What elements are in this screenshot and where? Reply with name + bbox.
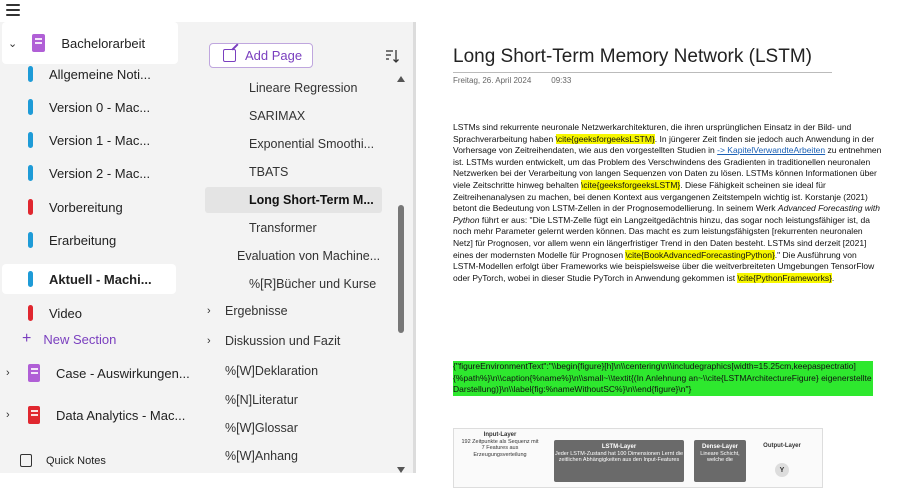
- section-label: Version 0 - Mac...: [49, 99, 151, 115]
- section-item[interactable]: [2, 192, 176, 222]
- section-item[interactable]: [2, 125, 176, 155]
- output-layer-block: [757, 443, 807, 450]
- section-tab-icon: [28, 305, 33, 321]
- page-date: Freitag, 26. April 2024: [453, 76, 532, 85]
- page-label: Evaluation von Machine...: [237, 249, 381, 263]
- scrollbar-thumb[interactable]: [398, 205, 404, 333]
- section-item[interactable]: [2, 59, 176, 89]
- section-label: Version 2 - Mac...: [49, 165, 151, 181]
- section-tab-icon: [28, 232, 33, 248]
- page-item[interactable]: [205, 159, 382, 185]
- page-label: %[R]Bücher und Kurse: [249, 277, 377, 291]
- section-tab-icon: [28, 271, 33, 287]
- dense-layer-text: Lineare Schicht, welche die: [700, 450, 740, 464]
- page-label: SARIMAX: [249, 109, 306, 123]
- body-paragraph[interactable]: [453, 122, 883, 284]
- text-run: ." Die Ausführung von LSTM-Modellen erfolgt über Frameworks wie beispielsweise über die weitverbreiteten Umgebungen TensorFlow oder PyTorch, wobei in dieser Studie PyTorch in Anwendung gekommen ist: [453, 249, 875, 283]
- sort-icon[interactable]: [384, 48, 400, 64]
- section-tab-icon: [28, 99, 33, 115]
- section-label: Video: [49, 305, 83, 321]
- section-label: Erarbeitung: [49, 232, 117, 248]
- input-layer-title: Input-Layer: [483, 432, 517, 438]
- text-run: führt er aus: "Die LSTM-Zelle fügt ein Langzeitgedächtnis hinzu, das sogar noch leistungsfähiger ist, da noch mehr Parameter gelernt werden können. Das macht es zum leistungsfähigsten [rekurrenten neuronalen Netz] für Prognosen, vor allem wenn ein längerfristiger Trend in den Daten besteht. LSTMs sind derzeit [2021] eines der modernsten Modelle für Prognosen: [453, 214, 870, 260]
- chevron-right-icon[interactable]: ›: [6, 409, 10, 421]
- figure-environment-block[interactable]: {"figureEnvironmentText":"\\begin{figure}[h]\n\\centering\n\\includegraphics[width=15.25cm,keepaspectratio]{%path%}\n\\caption{%name%}\n\\small~\\textit{(In Anlehnung an~\\cite{LSTMArchitectureFigure} eigenerstellte Darstellung)}\n\\label{fig:%nameWithoutSC%}\n\\end{figure}\n"}: [453, 361, 872, 395]
- scroll-up-arrow-icon[interactable]: [397, 76, 405, 82]
- input-layer-text: 192 Zeitpunkte als Sequenz mit 7 Features aus Erzeugungsverteilung: [461, 438, 539, 458]
- cite-highlight: \cite{geeksforgeeksLSTM}: [555, 133, 655, 144]
- page-item[interactable]: [205, 358, 382, 384]
- section-item[interactable]: [2, 158, 176, 188]
- page-label: Diskussion und Fazit: [225, 334, 341, 348]
- section-label: Version 1 - Mac...: [49, 132, 151, 148]
- input-layer-block: [460, 432, 540, 458]
- section-tab-icon: [28, 66, 33, 82]
- section-tab-icon: [28, 132, 33, 148]
- notebook-label: Data Analytics - Mac...: [56, 407, 186, 423]
- plus-icon: +: [22, 330, 32, 347]
- notebook-label: Case - Auswirkungen...: [56, 365, 190, 381]
- notebook-icon: [32, 34, 46, 52]
- lstm-layer-block: [554, 440, 684, 482]
- lstm-architecture-figure[interactable]: [453, 428, 823, 488]
- chevron-right-icon[interactable]: ›: [207, 305, 211, 317]
- section-label: Aktuell - Machi...: [49, 271, 152, 287]
- page-meta: [453, 76, 571, 85]
- page-item[interactable]: [205, 131, 382, 157]
- output-node: Y: [775, 463, 789, 477]
- section-item[interactable]: [2, 298, 176, 328]
- notebook-bachelorarbeit[interactable]: [2, 22, 178, 64]
- quick-notes-button[interactable]: [0, 448, 198, 473]
- cite-highlight: \cite{PythonFrameworks}: [737, 272, 832, 283]
- dense-layer-block: [694, 440, 746, 482]
- page-label: Ergebnisse: [225, 304, 288, 318]
- page-label: %[W]Glossar: [225, 421, 298, 435]
- page-list-scrollbar[interactable]: [396, 76, 406, 473]
- page-label: %[N]Literatur: [225, 393, 298, 407]
- add-page-icon: [223, 49, 236, 62]
- page-item[interactable]: [205, 387, 382, 413]
- page-item[interactable]: [205, 215, 382, 241]
- new-section-button[interactable]: [22, 330, 116, 348]
- notebook-case[interactable]: [0, 352, 190, 394]
- lstm-layer-title: LSTM-Layer: [601, 444, 637, 450]
- dense-layer-title: Dense-Layer: [701, 444, 739, 450]
- scroll-down-arrow-icon[interactable]: [397, 467, 405, 473]
- page-label: Transformer: [249, 221, 317, 235]
- section-tab-icon: [28, 199, 33, 215]
- section-item[interactable]: [2, 264, 176, 294]
- page-item[interactable]: [205, 443, 382, 469]
- page-label: Lineare Regression: [249, 81, 358, 95]
- add-page-button[interactable]: [209, 43, 313, 68]
- page-item[interactable]: [205, 328, 382, 354]
- title-underline: [453, 72, 832, 73]
- page-item[interactable]: [205, 415, 382, 441]
- page-title[interactable]: Long Short-Term Memory Network (LSTM): [453, 46, 812, 67]
- notebook-icon: [28, 364, 40, 382]
- chapter-link[interactable]: -> KapitelVerwandteArbeiten: [717, 145, 826, 156]
- page-item[interactable]: [205, 298, 382, 324]
- page-list-pane: [198, 22, 413, 473]
- section-item[interactable]: [2, 225, 176, 255]
- book-title: Advanced Forecasting with Python: [453, 203, 880, 225]
- notebook-icon: [28, 406, 40, 424]
- section-label: Allgemeine Noti...: [49, 66, 151, 82]
- page-time: 09:33: [551, 76, 572, 85]
- cite-highlight: \cite{geeksforgeeksLSTM}: [581, 179, 681, 190]
- page-label: Exponential Smoothi...: [249, 137, 375, 151]
- section-item[interactable]: [2, 92, 176, 122]
- chevron-right-icon[interactable]: ›: [207, 335, 211, 347]
- notebook-navigation: [0, 22, 198, 473]
- new-section-label: New Section: [43, 331, 117, 347]
- lstm-layer-text: Jeder LSTM-Zustand hat 100 Dimensionen Lernt die zeitlichen Abhängigkeiten aus den Input-Features: [554, 450, 684, 464]
- text-run: LSTMs sind rekurrente neuronale Netzwerkarchitekturen, die ihren ursprünglichen Einsatz in der Bild- und Sprachverarbeitung haben: [453, 122, 852, 144]
- page-item[interactable]: [205, 271, 382, 297]
- text-run: zu entnehmen ist. LSTMs wurden entwickelt, um das Problem des Verschwindens des Gradienten in traditionellen neuronalen Netzwerken bei der Verarbeitung von langen Sequenzen von Daten zu lösen. LSTMs können Informationen über viele Zeitschritte hinweg behalten: [453, 145, 882, 190]
- section-tab-icon: [28, 165, 33, 181]
- notebook-data-analytics[interactable]: [0, 394, 186, 436]
- page-label: %[W]Anhang: [225, 449, 298, 463]
- output-layer-title: Output-Layer: [763, 443, 801, 449]
- quick-notes-label: Quick Notes: [46, 454, 106, 467]
- chevron-right-icon[interactable]: ›: [6, 367, 10, 379]
- add-page-label: Add Page: [245, 48, 303, 63]
- quick-notes-icon: [20, 454, 32, 467]
- top-bar: [0, 0, 200, 22]
- page-item[interactable]: [205, 243, 382, 269]
- chevron-down-icon[interactable]: ⌄: [8, 37, 18, 50]
- page-label: Long Short-Term M...: [249, 193, 374, 207]
- hamburger-menu-icon[interactable]: [6, 4, 20, 16]
- page-canvas[interactable]: [416, 22, 900, 473]
- text-run: . In jüngerer Zeit finden sie jedoch auch Anwendung in der Vorhersage von Zeitreihendaten, wie aus den vorgestellten Studien in: [453, 133, 875, 156]
- page-label: %[W]Deklaration: [225, 364, 319, 378]
- page-item[interactable]: [205, 75, 382, 101]
- page-item[interactable]: [205, 187, 382, 213]
- text-run: . Diese Fähigkeit scheinen sie ideal für Zeitreihenanalysen zu machen, bei denen Kontext aus vergangenen Zeitstempeln wichtig ist. Korstanje (2021) betont die Bedeutung von LSTM-Zellen in der Prognosemodellierung. In seinem Werk: [453, 179, 868, 214]
- page-item[interactable]: [205, 103, 382, 129]
- page-label: TBATS: [249, 165, 289, 179]
- text-run: .: [831, 272, 835, 283]
- section-label: Vorbereitung: [49, 199, 123, 215]
- notebook-label: Bachelorarbeit: [61, 35, 146, 51]
- cite-highlight: \cite{BookAdvancedForecastingPython}: [625, 249, 775, 260]
